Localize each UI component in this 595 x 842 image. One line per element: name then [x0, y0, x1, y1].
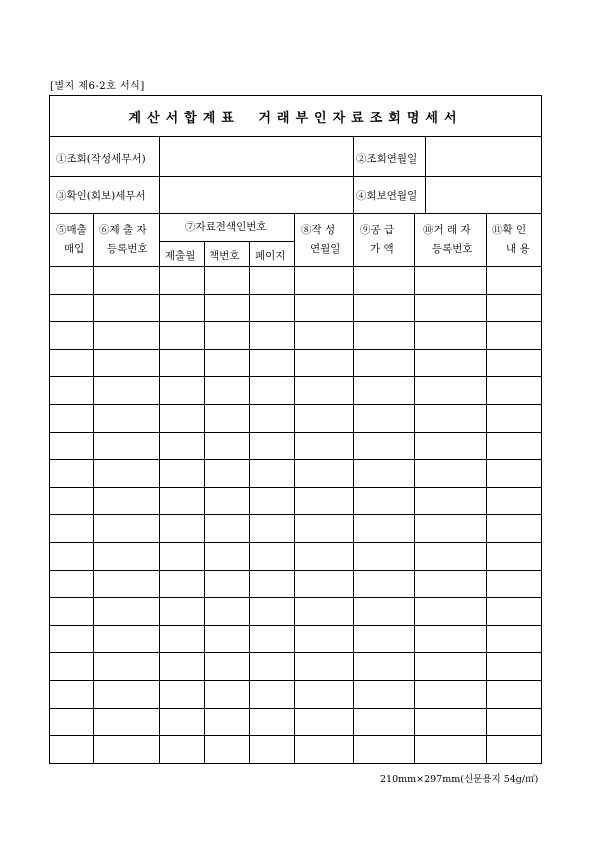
col-confirm-2: 내 용 [506, 243, 530, 255]
table-row-divider [50, 625, 541, 626]
inquiry-office-label: ①조회(작성세무서) [56, 153, 146, 165]
col-issue-date-2: 연월일 [310, 243, 341, 255]
confirm-office-label: ③확인(회보)세무서 [56, 190, 146, 202]
table-row-divider [50, 542, 541, 543]
col-submit-month: 제출월 [165, 250, 196, 262]
inquiry-date-label: ②조회연월일 [356, 153, 418, 165]
paper-spec: 210mm×297mm(신문용지 54g/㎡) [380, 774, 539, 785]
form-title: 계산서합계표 거래부인자료조회명세서 [128, 110, 463, 126]
divider [353, 137, 354, 213]
table-row-divider [50, 652, 541, 653]
table-row-divider [50, 459, 541, 460]
table-row-divider [50, 735, 541, 736]
table-row-divider [50, 570, 541, 571]
col-partner-1: ⑩거 래 자 [423, 224, 471, 236]
table-row-divider [50, 487, 541, 488]
col-supply-2: 가 액 [370, 243, 394, 255]
divider [159, 241, 294, 242]
col-issue-date-1: ⑧작 성 [301, 224, 336, 236]
col-confirm-1: ⑪확 인 [492, 224, 527, 236]
table-row-divider [50, 432, 541, 433]
inquiry-date-field[interactable] [426, 140, 540, 175]
col-page: 페이지 [255, 250, 286, 262]
form-frame [49, 95, 542, 764]
divider [50, 266, 541, 267]
col-supply-1: ⑨공 급 [360, 224, 395, 236]
table-row-divider [50, 321, 541, 322]
table-row-divider [50, 597, 541, 598]
confirm-office-field[interactable] [158, 177, 352, 212]
col-sales-purchase-2: 매입 [64, 243, 85, 255]
col-partner-2: 등록번호 [432, 243, 473, 255]
column-divider [249, 241, 250, 763]
col-search-no: ⑦자료전색인번호 [185, 221, 267, 233]
table-row-divider [50, 404, 541, 405]
table-row-divider [50, 514, 541, 515]
table-row-divider [50, 376, 541, 377]
reply-date-field[interactable] [426, 177, 540, 212]
divider [50, 213, 541, 214]
form-number-label: [별지 제6-2호 서식] [50, 81, 145, 92]
table-row-divider [50, 349, 541, 350]
reply-date-label: ④회보연월일 [356, 190, 418, 202]
title-row [50, 96, 541, 137]
col-sales-purchase-1: ⑤매출 [56, 224, 87, 236]
col-volume-no: 책번호 [209, 250, 240, 262]
table-row-divider [50, 708, 541, 709]
column-divider [204, 241, 205, 763]
col-submitter-1: ⑥제 출 자 [99, 224, 147, 236]
inquiry-office-field[interactable] [158, 140, 352, 175]
table-row-divider [50, 680, 541, 681]
col-submitter-2: 등록번호 [107, 243, 148, 255]
table-row-divider [50, 294, 541, 295]
